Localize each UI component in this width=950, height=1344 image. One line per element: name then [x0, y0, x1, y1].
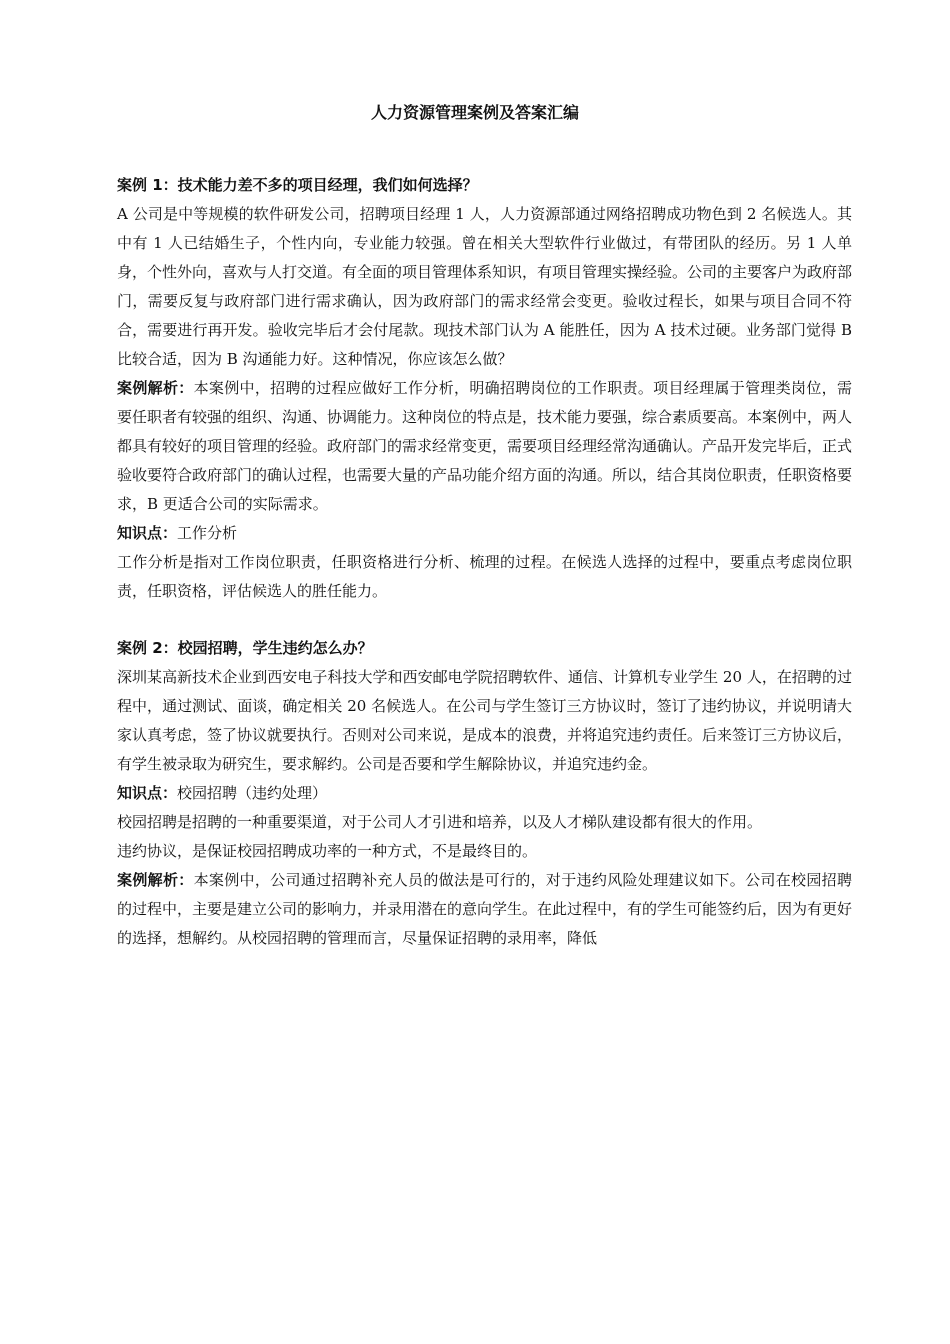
case2-knowledge-topic: 校园招聘（违约处理）	[177, 784, 328, 802]
case1-knowledge-topic: 工作分析	[177, 524, 238, 542]
case2-analysis	[117, 866, 852, 953]
document-body	[117, 171, 852, 953]
section-spacer	[117, 606, 852, 634]
document-title: 人力资源管理案例及答案汇编	[370, 103, 579, 122]
case1-analysis	[117, 374, 852, 519]
case1-knowledge-body: 工作分析是指对工作岗位职责，任职资格进行分析、梳理的过程。在候选人选择的过程中，要重点考虑岗位职责，任职资格，评估候选人的胜任能力。	[117, 553, 852, 600]
case1-analysis-text: 本案例中，招聘的过程应做好工作分析，明确招聘岗位的工作职责。项目经理属于管理类岗位，需要任职者有较强的组织、沟通、协调能力。这种岗位的特点是，技术能力要强，综合素质要高。本案例中，两人都具有较好的项目管理的经验。政府部门的需求经常变更，需要项目经理经常沟通确认。产品开发完毕后，正式验收要符合政府部门的确认过程，也需要大量的产品功能介绍方面的沟通。所以，结合其岗位职责，任职资格要求，B 更适合公司的实际需求。	[117, 379, 853, 513]
case1-body: A 公司是中等规模的软件研发公司，招聘项目经理 1 人，人力资源部通过网络招聘成功物色到 2 名候选人。其中有 1 人已结婚生子，个性内向，专业能力较强。曾在相关大型软件行业做过，有带团队的经历。另 1 人单身，个性外向，喜欢与人打交道。有全面的项目管理体系知识，有项目管理实操经验。公司的主要客户为政府部门，需要反复与政府部门进行需求确认，因为政府部门的需求经常会变更。验收过程长，如果与项目合同不符合，需要进行再开发。验收完毕后才会付尾款。现技术部门认为 A 能胜任，因为 A 技术过硬。业务部门觉得 B 比较合适，因为 B 沟通能力好。这种情况，你应该怎么做？	[117, 205, 853, 368]
case2-knowledge-body-1: 校园招聘是招聘的一种重要渠道，对于公司人才引进和培养，以及人才梯队建设都有很大的作用。	[117, 813, 763, 831]
case2-knowledge	[117, 779, 852, 808]
case2-body: 深圳某高新技术企业到西安电子科技大学和西安邮电学院招聘软件、通信、计算机专业学生 20 人，在招聘的过程中，通过测试、面谈，确定相关 20 名候选人。在公司与学生签订三方协议时，签订了违约协议，并说明请大家认真考虑，签了协议就要执行。否则对公司来说，是成本的浪费，并将追究违约责任。后来签订三方协议后，有学生被录取为研究生，要求解约。公司是否要和学生解除协议，并追究违约金。	[117, 668, 853, 773]
case1-analysis-label: 案例解析：	[117, 379, 194, 397]
case2-knowledge-body-2: 违约协议，是保证校园招聘成功率的一种方式，不是最终目的。	[117, 842, 538, 860]
case2-analysis-text: 本案例中，公司通过招聘补充人员的做法是可行的，对于违约风险处理建议如下。公司在校园招聘的过程中，主要是建立公司的影响力，并录用潜在的意向学生。在此过程中，有的学生可能签约后，因为有更好的选择，想解约。从校园招聘的管理而言，尽量保证招聘的录用率，降低	[117, 871, 853, 947]
case2-heading: 案例 2：校园招聘，学生违约怎么办？	[117, 639, 373, 657]
case2-analysis-label: 案例解析：	[117, 871, 194, 889]
case2-knowledge-label: 知识点：	[117, 784, 178, 802]
case1-heading: 案例 1：技术能力差不多的项目经理，我们如何选择？	[117, 176, 478, 194]
case1-knowledge-label: 知识点：	[117, 524, 178, 542]
case1-knowledge	[117, 519, 852, 548]
